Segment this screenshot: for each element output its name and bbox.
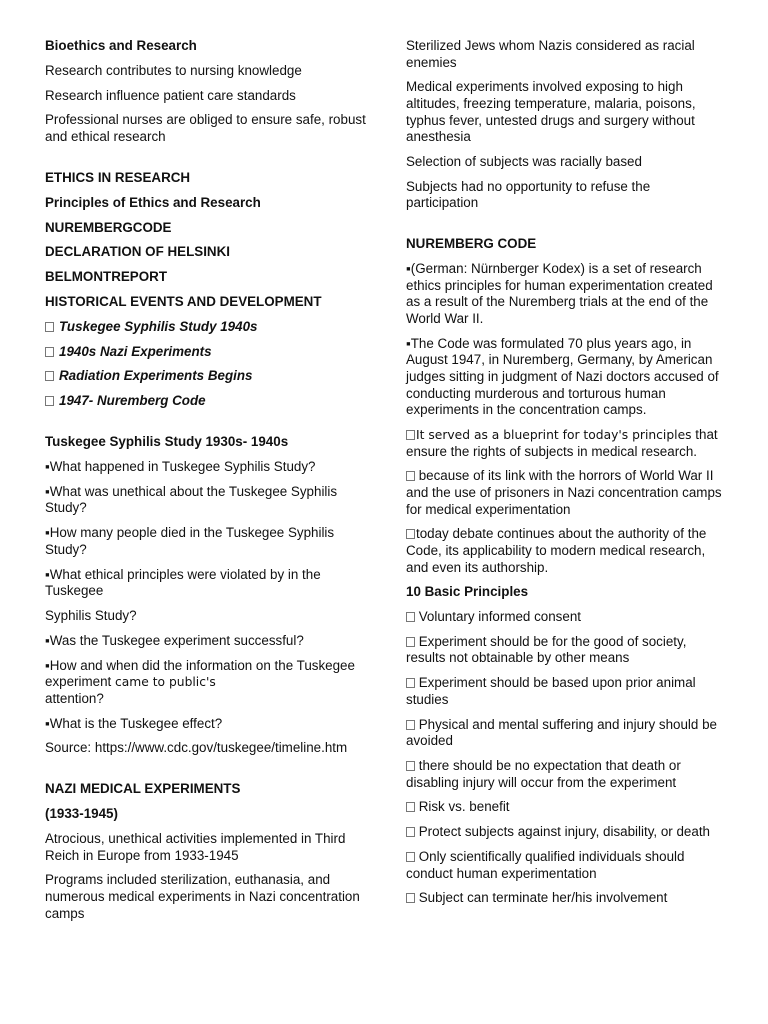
source-text: Source: https://www.cdc.gov/tuskegee/timeline.htm — [45, 740, 348, 756]
nuremberg-heading: NUREMBERG CODE — [406, 236, 537, 252]
principle-item: Experiment should be based upon prior animal studies — [406, 675, 696, 707]
checkbox-glyph-icon — [406, 720, 415, 730]
checkbox-glyph-icon — [45, 396, 54, 406]
checkbox-glyph-icon — [406, 852, 415, 862]
nazi-heading: NAZI MEDICAL EXPERIMENTS — [45, 781, 241, 797]
history-item: 1947- Nuremberg Code — [45, 393, 370, 410]
bioethics-item: Research influence patient care standards — [45, 87, 296, 103]
nazi-paragraph: Selection of subjects was racially based — [406, 153, 642, 169]
ethics-item: BELMONTREPORT — [45, 269, 167, 285]
checkbox-glyph-icon — [406, 612, 415, 622]
tuskegee-question: ▪How and when did the information on the Tuskegee experiment came to public's attention? — [45, 657, 355, 706]
right-column — [406, 38, 726, 915]
nazi-paragraph: Sterilized Jews whom Nazis considered as racial enemies — [406, 38, 695, 70]
nazi-paragraph: Programs included sterilization, euthanasia, and numerous medical experiments in Nazi concentration camps — [45, 872, 360, 921]
nuremberg-paragraph: ▪(German: Nürnberger Kodex) is a set of research ethics principles for human experimentation created as a result of the Nuremberg trials at the end of the World War II. — [406, 261, 713, 327]
checkbox-glyph-icon — [406, 430, 415, 440]
principles-heading: 10 Basic Principles — [406, 584, 529, 600]
nuremberg-paragraph: today debate continues about the authority of the Code, its applicability to modern medical research, and even its authorship. — [406, 526, 707, 575]
tuskegee-question: ▪What happened in Tuskegee Syphilis Study? — [45, 459, 316, 475]
nuremberg-paragraph: It served as a blueprint for today's principles that ensure the rights of subjects in medical research. — [406, 426, 718, 459]
history-item: 1940s Nazi Experiments — [45, 344, 370, 361]
ethics-item: HISTORICAL EVENTS AND DEVELOPMENT — [45, 294, 322, 310]
tuskegee-question: ▪Was the Tuskegee experiment successful? — [45, 632, 304, 648]
ethics-item: DECLARATION OF HELSINKI — [45, 244, 230, 260]
tuskegee-question-cont: Syphilis Study? — [45, 608, 137, 623]
nazi-paragraph: Medical experiments involved exposing to high altitudes, freezing temperature, malaria, poisons, typhus fever, untested drugs and surgery without anesthesia — [406, 79, 696, 145]
ethics-heading: ETHICS IN RESEARCH — [45, 170, 191, 186]
bioethics-heading: Bioethics and Research — [45, 38, 197, 53]
checkbox-glyph-icon — [406, 802, 415, 812]
nuremberg-paragraph: because of its link with the horrors of World War II and the use of prisoners in Nazi concentration camps for medical experimentation — [406, 468, 722, 517]
tuskegee-question: ▪What ethical principles were violated by in the Tuskegee — [45, 566, 321, 599]
checkbox-glyph-icon — [406, 471, 415, 481]
checkbox-glyph-icon — [406, 827, 415, 837]
checkbox-glyph-icon — [45, 347, 54, 357]
bioethics-item: Research contributes to nursing knowledge — [45, 62, 302, 78]
principle-item: Risk vs. benefit — [406, 799, 726, 816]
checkbox-glyph-icon — [406, 637, 415, 647]
principle-item: Only scientifically qualified individuals should conduct human experimentation — [406, 848, 685, 881]
tuskegee-question: ▪What was unethical about the Tuskegee Syphilis Study? — [45, 483, 338, 516]
bioethics-item: Professional nurses are obliged to ensure safe, robust and ethical research — [45, 112, 366, 144]
ethics-item: Principles of Ethics and Research — [45, 194, 261, 210]
checkbox-glyph-icon — [406, 893, 415, 903]
tuskegee-question: ▪What is the Tuskegee effect? — [45, 715, 223, 731]
checkbox-glyph-icon — [406, 678, 415, 688]
left-column — [45, 38, 370, 930]
checkbox-glyph-icon — [45, 371, 54, 381]
history-item: Tuskegee Syphilis Study 1940s — [45, 319, 370, 336]
principle-item: Voluntary informed consent — [406, 609, 726, 626]
principle-item: Physical and mental suffering and injury should be avoided — [406, 716, 717, 749]
checkbox-glyph-icon — [406, 761, 415, 771]
nazi-years: (1933-1945) — [45, 806, 118, 822]
tuskegee-question: ▪How many people died in the Tuskegee Syphilis Study? — [45, 525, 335, 557]
history-item: Radiation Experiments Begins — [45, 368, 370, 385]
tuskegee-heading: Tuskegee Syphilis Study 1930s- 1940s — [45, 434, 289, 450]
ethics-item: NUREMBERGCODE — [45, 219, 172, 235]
nuremberg-paragraph: ▪The Code was formulated 70 plus years ago, in August 1947, in Nuremberg, Germany, by American judges sitting in judgment of Nazi doctors accused of conducting murderous and torturous human experiments in the concentration camps. — [406, 335, 719, 418]
checkbox-glyph-icon — [45, 322, 54, 332]
checkbox-glyph-icon — [406, 529, 415, 539]
nazi-paragraph: Subjects had no opportunity to refuse the participation — [406, 178, 651, 211]
nazi-paragraph: Atrocious, unethical activities implemented in Third Reich in Europe from 1933-1945 — [45, 831, 346, 863]
principle-item: Protect subjects against injury, disability, or death — [406, 824, 726, 841]
principle-item: Experiment should be for the good of society, results not obtainable by other means — [406, 633, 687, 666]
principle-item: there should be no expectation that death or disabling injury will occur from the experiment — [406, 757, 681, 790]
principle-item: Subject can terminate her/his involvement — [406, 890, 726, 907]
